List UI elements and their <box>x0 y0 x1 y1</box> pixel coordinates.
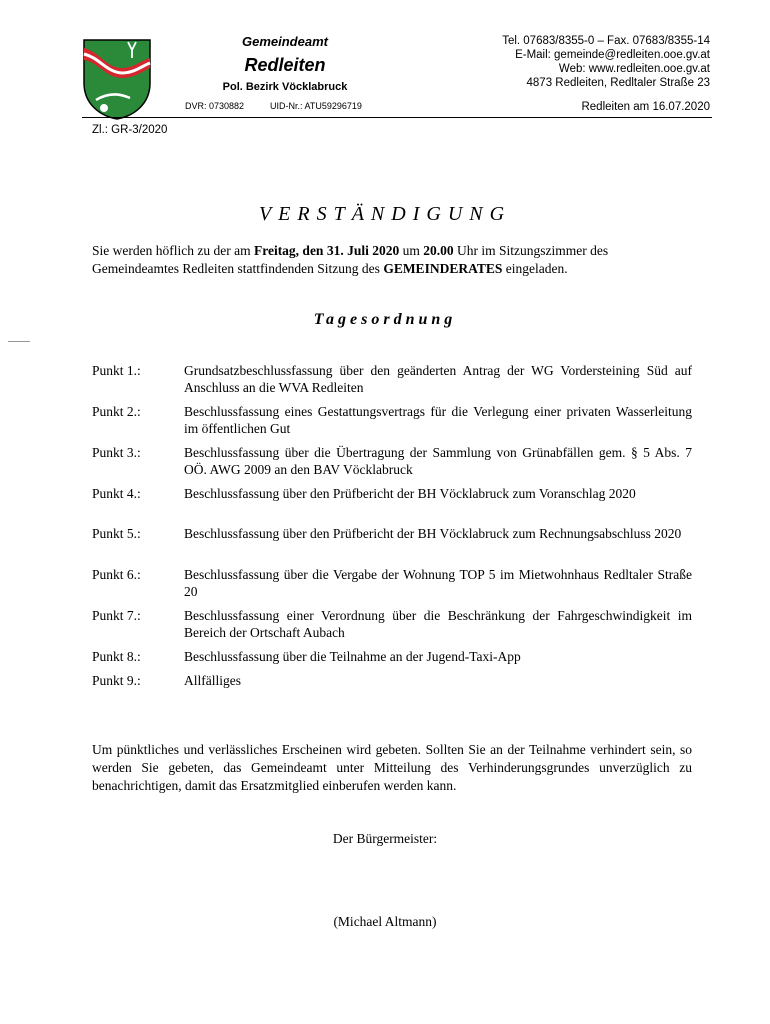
invitation-part: eingeladen. <box>502 261 568 276</box>
agenda-item-text: Beschlussfassung über die Teilnahme an der Jugend-Taxi-App <box>184 649 521 664</box>
reference-number: Zl.: GR-3/2020 <box>92 124 168 136</box>
document-title: VERSTÄNDIGUNG <box>258 203 512 225</box>
agenda-item-number: Punkt 9.: <box>92 673 141 688</box>
invitation-text <box>92 242 692 278</box>
agenda-item-number: Punkt 4.: <box>92 486 141 501</box>
meeting-time: 20.00 <box>423 243 454 258</box>
uid-number: UID-Nr.: ATU59296719 <box>270 101 362 111</box>
agenda-item-number: Punkt 5.: <box>92 526 141 541</box>
agenda-item-text: Beschlussfassung einer Verordnung über die Beschränkung der Fahrgeschwindigkeit im Bereich der Ortschaft Aubach <box>184 608 692 640</box>
meeting-date: Freitag, den 31. Juli 2020 <box>253 243 400 258</box>
agenda-item-text: Beschlussfassung über den Prüfbericht der BH Vöcklabruck zum Rechnungsabschluss 2020 <box>184 526 682 541</box>
district-label: Pol. Bezirk Vöcklabruck <box>222 81 348 93</box>
agenda-item-text: Allfälliges <box>184 673 241 688</box>
invitation-part: Sie werden höflich zu der am <box>92 243 254 258</box>
margin-mark <box>8 341 30 342</box>
invitation-part: Uhr im Sitzungszimmer des Gemeindeamtes Redleiten stattfindenden Sitzung des <box>92 243 609 276</box>
agenda-item-number: Punkt 8.: <box>92 649 141 664</box>
header-divider <box>82 117 712 118</box>
contact-block <box>390 34 710 90</box>
agenda-item-number: Punkt 6.: <box>92 567 141 582</box>
invitation-part: um <box>399 243 424 258</box>
signature-role: Der Bürgermeister: <box>332 831 438 846</box>
agenda-item-text: Beschlussfassung über die Übertragung der Sammlung von Grünabfällen gem. § 5 Abs. 7 OÖ. AWG 2009 an den BAV Vöcklabruck <box>184 445 692 477</box>
council-name: GEMEINDERATES <box>383 261 503 276</box>
office-label: Gemeindeamt <box>242 34 328 49</box>
contact-email: E-Mail: gemeinde@redleiten.ooe.gv.at <box>515 49 710 61</box>
agenda-item-text: Grundsatzbeschlussfassung über den geänderten Antrag der WG Vordersteining Süd auf Anschluss an die WVA Redleiten <box>184 363 692 395</box>
closing-paragraph: Um pünktliches und verlässliches Erscheinen wird gebeten. Sollten Sie an der Teilnahme verhindert sein, so werden Sie gebeten, das Gemeindeamt unter Mitteilung des Verhinderungsgrundes unverzüglich zu benachrichtigen, damit das Ersatzmitglied einberufen werden kann. <box>92 742 692 793</box>
place-date: Redleiten am 16.07.2020 <box>581 101 710 113</box>
dvr-number: DVR: 0730882 <box>185 101 245 111</box>
contact-web: Web: www.redleiten.ooe.gv.at <box>558 63 710 75</box>
municipality-name: Redleiten <box>244 55 326 75</box>
contact-address: 4873 Redleiten, Redltaler Straße 23 <box>526 77 710 89</box>
agenda-item-text: Beschlussfassung eines Gestattungsvertrags für die Verlegung einer privaten Wasserleitung im öffentlichen Gut <box>184 404 692 436</box>
agenda-item-number: Punkt 7.: <box>92 608 141 623</box>
agenda-item-number: Punkt 3.: <box>92 445 141 460</box>
agenda-item-number: Punkt 2.: <box>92 404 141 419</box>
municipal-crest-icon <box>82 38 152 120</box>
agenda-item-number: Punkt 1.: <box>92 363 141 378</box>
contact-phone-fax: Tel. 07683/8355-0 – Fax. 07683/8355-14 <box>502 35 710 47</box>
agenda-item-text: Beschlussfassung über die Vergabe der Wohnung TOP 5 im Mietwohnhaus Redltaler Straße 20 <box>184 567 692 599</box>
agenda-item-text: Beschlussfassung über den Prüfbericht der BH Vöcklabruck zum Voranschlag 2020 <box>184 486 636 501</box>
signature-name: (Michael Altmann) <box>333 914 437 929</box>
agenda-heading: Tagesordnung <box>313 311 457 328</box>
